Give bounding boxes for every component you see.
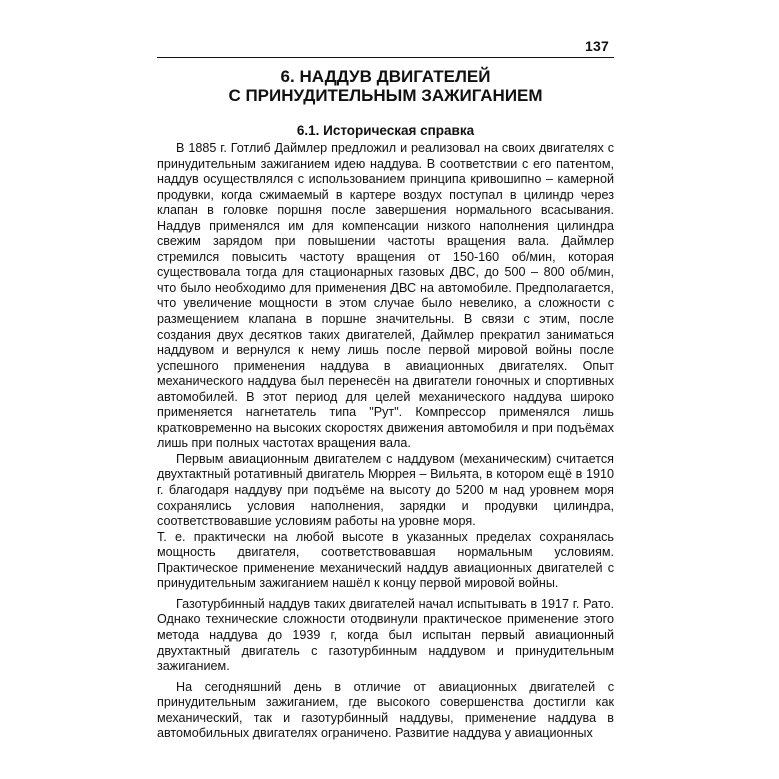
paragraph: В 1885 г. Готлиб Даймлер предложил и реализовал на своих двигателях с принудительным зажиганием идею наддува. В соответствии с его патентом, наддув осуществлялся с использованием принципа кривошипно – камерной продувки, когда сжимаемый в картере воздух поступал в цилиндр через клапан в головке поршня после завершения нормального всасывания. Наддув применялся им для компенсации низкого наполнения цилиндра свежим зарядом при повышении частоты вращения вала. Даймлер стремился повысить частоту вращения от 150-160 об/мин, которая существовала тогда для стационарных газовых ДВС, до 500 – 800 об/мин, что было необходимо для применения ДВС на автомобиле. Предполагается, что увеличение мощности в этом случае было невелико, а сложности с размещением клапана в поршне значительны. В связи с этим, после создания двух десятков таких двигателей, Даймлер прекратил заниматься наддувом и вернулся к нему лишь после первой мировой войны после успешного применения наддува в авиационных двигателях. Опыт механического наддува был перенесён на двигатели гоночных и спортивных автомобилей. В этот период для целей механического наддува широко применяется нагнетатель типа "Рут". Компрессор применялся лишь кратковременно на высоких скоростях движения автомобиля и при подъёмах лишь при полных частотах вращения вала. bbox=[157, 141, 614, 451]
paragraph: На сегодняшний день в отличие от авиационных двигателей с принудительным зажиганием, где высокого совершенства достигли как механический, так и газотурбинный наддувы, применение наддува в автомобильных двигателях ограничено. Развитие наддува у авиационных bbox=[157, 679, 614, 741]
section-title: 6.1. Историческая справка bbox=[296, 123, 475, 138]
paragraph: Газотурбинный наддув таких двигателей начал испытывать в 1917 г. Рато. Однако технические сложности отодвинули практическое применение этого метода наддува до 1939 г, когда был испытан первый авиационный двухтактный двигатель с газотурбинным наддувом и принудительным зажиганием. bbox=[157, 596, 614, 674]
chapter-title bbox=[157, 67, 614, 105]
header-rule bbox=[157, 57, 614, 58]
chapter-title-line-1: 6. НАДДУВ ДВИГАТЕЛЕЙ bbox=[280, 67, 491, 86]
page-number: 137 bbox=[585, 38, 609, 54]
chapter-title-line-2: С ПРИНУДИТЕЛЬНЫМ ЗАЖИГАНИЕМ bbox=[228, 86, 543, 105]
paragraph: Т. е. практически на любой высоте в указанных пределах сохранялась мощность двигателя, соответствовавшая нормальным условиям. Практическое применение механический наддув авиационных двигателей с принудительным зажиганием нашёл к концу первой мировой войны. bbox=[157, 529, 614, 591]
body-text bbox=[157, 141, 614, 742]
paragraph: Первым авиационным двигателем с наддувом (механическим) считается двухтактный ротативный двигатель Мюррея – Вильята, в котором ещё в 1910 г. благодаря наддуву при подъёме на высоту до 5200 м над уровнем моря сохранялись условия наполнения, зарядки и продувки цилиндра, соответствовавшие условиям работы на уровне моря. bbox=[157, 451, 614, 529]
